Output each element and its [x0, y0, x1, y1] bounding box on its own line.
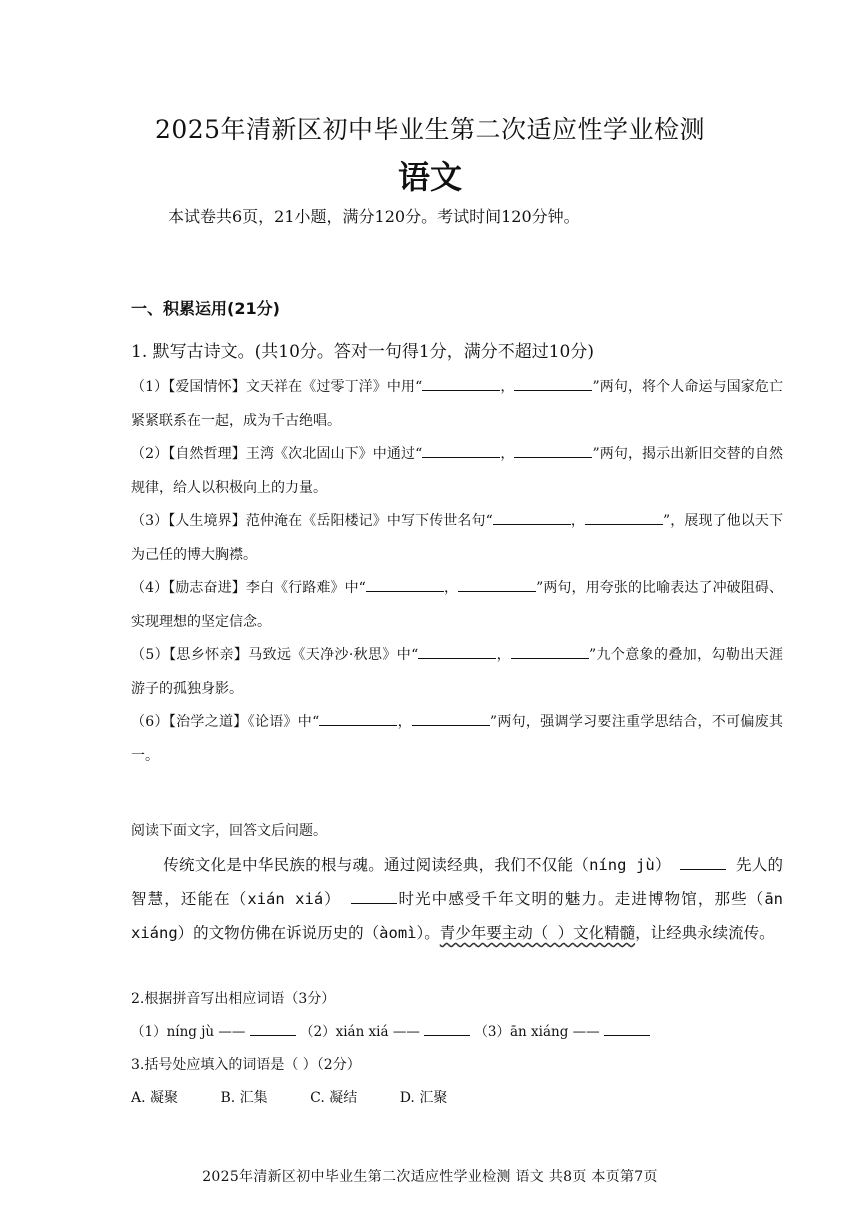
question-1-item: （5）【思乡怀亲】马致远《天净沙·秋思》中“ ， ”九个意象的叠加，勾勒出天涯游子的孤独身影。 — [131, 638, 783, 706]
passage-blank[interactable] — [351, 889, 397, 904]
subject-title: 语文 — [397, 158, 462, 196]
exam-title: 2025年清新区初中毕业生第二次适应性学业检测 — [154, 115, 706, 144]
reading-passage: 传统文化是中华民族的根与魂。通过阅读经典，我们不仅能（níng jù） 先人的智慧，还能在（xián xiá） 时光中感受千年文明的魅力。走进博物馆，那些（ān xiáng）的文物仿佛在诉说历史的（àomì）。青少年要主动（ ）文化精髓，让经典永续流传。 — [131, 856, 783, 942]
exam-info: 本试卷共6页，21小题，满分120分。考试时间120分钟。 — [168, 207, 580, 226]
question-1-item: （4）【励志奋进】李白《行路难》中“ ， ”两句，用夸张的比喻表达了冲破阻碍、实现理想的坚定信念。 — [131, 571, 783, 639]
option-d[interactable]: D. 汇聚 — [399, 1090, 448, 1106]
wavy-underlined-sentence: 青少年要主动（ ）文化精髓 — [439, 924, 636, 942]
question-2-answers: （1）níng jù —— （2）xián xiá —— （3）ān xiáng —— — [131, 1020, 650, 1040]
answer-blank[interactable] — [250, 1022, 296, 1036]
answer-blank[interactable] — [493, 510, 571, 525]
answer-blank[interactable] — [458, 577, 536, 592]
question-3-options — [131, 1087, 485, 1107]
option-b[interactable]: B. 汇集 — [220, 1090, 268, 1106]
answer-blank[interactable] — [422, 376, 500, 391]
question-1-item: （3）【人生境界】范仲淹在《岳阳楼记》中写下传世名句“ ， ”，展现了他以天下为己任的博大胸襟。 — [131, 504, 783, 572]
section-heading: 一、积累运用(21分) — [131, 299, 280, 318]
option-a[interactable]: A. 凝聚 — [131, 1090, 179, 1106]
page-footer: 2025年清新区初中毕业生第二次适应性学业检测 语文 共8页 本页第7页 — [202, 1169, 658, 1185]
passage-blank[interactable] — [680, 855, 726, 870]
reading-intro: 阅读下面文字，回答文后问题。 — [131, 823, 327, 839]
answer-blank[interactable] — [511, 644, 589, 659]
answer-blank[interactable] — [424, 1022, 470, 1036]
answer-blank[interactable] — [514, 443, 592, 458]
answer-blank[interactable] — [319, 711, 397, 726]
question-3-label: 3.括号处应填入的词语是（ ）（2分） — [131, 1057, 361, 1073]
question-1-item: （2）【自然哲理】王湾《次北固山下》中通过“ ， ”两句，揭示出新旧交替的自然规律，给人以积极向上的力量。 — [131, 437, 783, 505]
question-1-item: （6）【治学之道】《论语》中“ ， ”两句，强调学习要注重学思结合，不可偏废其一。 — [131, 705, 783, 773]
answer-blank[interactable] — [422, 443, 500, 458]
question-1-item: （1）【爱国情怀】文天祥在《过零丁洋》中用“ ， ”两句，将个人命运与国家危亡紧紧联系在一起，成为千古绝唱。 — [131, 370, 783, 438]
answer-blank[interactable] — [604, 1022, 650, 1036]
answer-blank[interactable] — [412, 711, 490, 726]
option-c[interactable]: C. 凝结 — [310, 1090, 358, 1106]
answer-blank[interactable] — [585, 510, 663, 525]
answer-blank[interactable] — [418, 644, 496, 659]
answer-blank[interactable] — [366, 577, 444, 592]
question-2-label: 2.根据拼音写出相应词语（3分） — [131, 991, 336, 1007]
answer-blank[interactable] — [514, 376, 592, 391]
question-1-label: 1. 默写古诗文。(共10分。答对一句得1分，满分不超过10分) — [131, 342, 594, 362]
